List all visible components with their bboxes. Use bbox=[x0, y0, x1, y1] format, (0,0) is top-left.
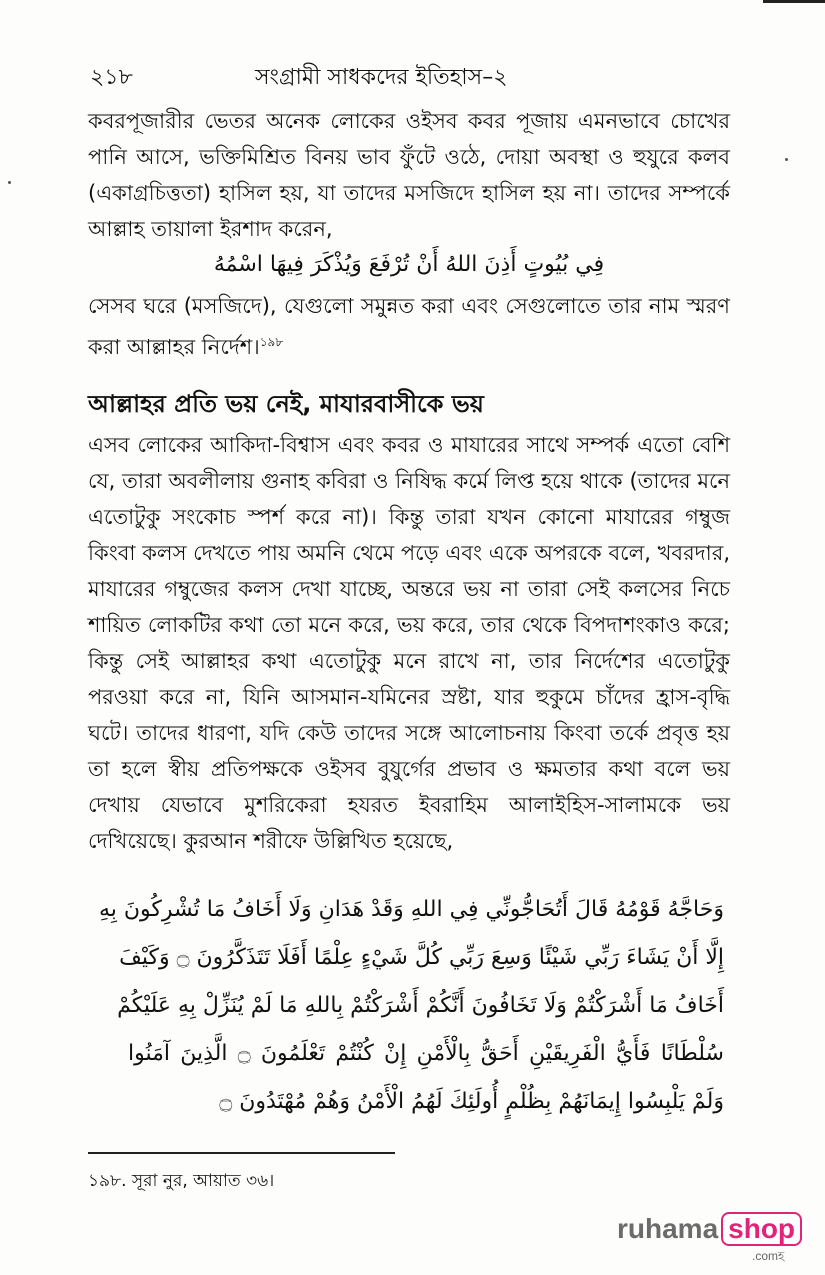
section-heading: আল্লাহর প্রতি ভয় নেই, মাযারবাসীকে ভয় bbox=[88, 390, 484, 418]
quran-verse-block bbox=[98, 886, 724, 1126]
verse-line: وَلَمْ يَلْبِسُوا إِيمَانَهُمْ بِظُلْمٍ أُولَئِكَ لَهُمُ الْأَمْنُ وَهُمْ مُهْتَدُونَ ۝ bbox=[219, 1089, 724, 1114]
brand-watermark bbox=[617, 1212, 802, 1246]
scan-speck bbox=[8, 181, 11, 184]
paragraph-3: এসব লোকের আকিদা-বিশ্বাস এবং কবর ও মাযারের সাথে সম্পর্ক এতো বেশি যে, তারা অবলীলায় গুনাহ কবিরা ও নিষিদ্ধ কর্মে লিপ্ত হয়ে থাকে (তাদের মনে এতোটুকু সংকোচ স্পর্শ করে না)। কিন্তু তারা যখন কোনো মাযারের গম্বুজ কিংবা কলস দেখতে পায় অমনি থেমে পড়ে এবং একে অপরকে বলে, খবরদার, মাযারের গম্বুজের কলস দেখা যাচ্ছে, অন্তরে ভয় না তারা সেই কলসের নিচে শায়িত লোকটির কথা তো মনে করে, ভয় করে, তার থেকে বিপদাশংকাও করে; কিন্তু সেই আল্লাহর কথা এতোটুকু মনে রাখে না, তার নির্দেশের এতোটুকু পরওয়া করে না, যিনি আসমান-যমিনের স্রষ্টা, যার হুকুমে চাঁদের হ্রাস-বৃদ্ধি ঘটে। তাদের ধারণা, যদি কেউ তাদের সঙ্গে আলোচনায় কিংবা তর্কে প্রবৃত্ত হয় তা হলে স্বীয় প্রতিপক্ষকে ওইসব বুযুর্গের প্রভাব ও ক্ষমতার কথা বলে ভয় দেখায় যেভাবে মুশরিকেরা হযরত ইবরাহিম আলাইহিস-সালামকে ভয় দেখিয়েছে। কুরআন শরীফে উল্লিখিত হয়েছে, bbox=[88, 433, 730, 853]
brand-domain: .comহ bbox=[752, 1249, 785, 1263]
footnote: ১৯৮. সূরা নুর, আয়াত ৩৬। bbox=[88, 1171, 275, 1191]
brand-shop-badge: shop bbox=[721, 1212, 802, 1246]
page-number: ২১৮ bbox=[90, 65, 133, 90]
verse-translation: সেসব ঘরে (মসজিদে), যেগুলো সমুন্নত করা এবং সেগুলোতে তার নাম স্মরণ করা আল্লাহর নির্দেশ। bbox=[88, 294, 730, 359]
verse-line: وَحَاجَّهُ قَوْمُهُ قَالَ أَتُحَاجُّونِّي فِي اللهِ وَقَدْ هَدَانِ وَلَا أَخَافُ مَا تُشْرِكُونَ بِهِ bbox=[98, 897, 724, 922]
verse-line: إِلَّا أَنْ يَشَاءَ رَبِّي شَيْئًا وَسِعَ رَبِّي كُلَّ شَيْءٍ عِلْمًا أَفَلَا تَتَذَكَّرُونَ ۝ وَكَيْفَ bbox=[119, 945, 724, 970]
verse-line: سُلْطَانًا فَأَيُّ الْفَرِيقَيْنِ أَحَقُّ بِالْأَمْنِ إِنْ كُنْتُمْ تَعْلَمُونَ ۝ الَّذِينَ آمَنُوا bbox=[128, 1041, 724, 1066]
running-head: সংগ্রামী সাধকদের ইতিহাস–২ bbox=[255, 65, 508, 90]
verse-line: أَخَافُ مَا أَشْرَكْتُمْ وَلَا تَخَافُونَ أَنَّكُمْ أَشْرَكْتُمْ بِاللهِ مَا لَمْ يُنَزِّلْ بِهِ عَلَيْكُمْ bbox=[117, 993, 724, 1018]
top-edge-rule bbox=[763, 0, 825, 3]
brand-main: ruhama bbox=[617, 1213, 719, 1244]
scan-speck bbox=[785, 158, 788, 161]
footnote-divider bbox=[88, 1152, 395, 1154]
quran-verse-short: فِي بُيُوتٍ أَذِنَ اللهُ أَنْ تُرْفَعَ وَيُذْكَرَ فِيهَا اسْمُهُ bbox=[213, 252, 605, 277]
paragraph-2 bbox=[88, 288, 730, 365]
footnote-ref: ১৯৮ bbox=[259, 335, 284, 349]
paragraph-1: কবরপূজারীর ভেতর অনেক লোকের ওইসব কবর পূজায় এমনভাবে চোখের পানি আসে, ভক্তিমিশ্রিত বিনয় ভাব ফুঁটে ওঠে, দোয়া অবস্থা ও হুযুরে কলব (একাগ্রচিত্ততা) হাসিল হয়, যা তাদের মসজিদে হাসিল হয় না। তাদের সম্পর্কে আল্লাহ তায়ালা ইরশাদ করেন, bbox=[88, 109, 730, 241]
